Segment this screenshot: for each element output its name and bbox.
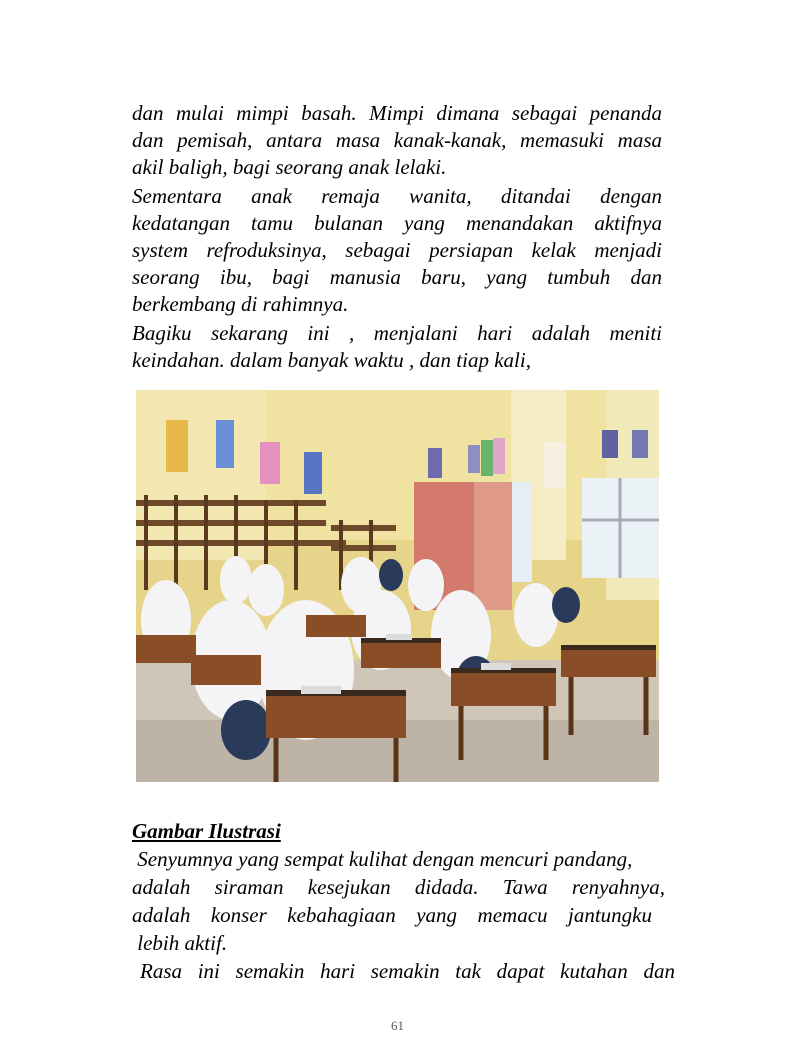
text-line: kedatangan tamu bulanan yang menandakan aktifnya — [132, 211, 662, 235]
text-line: Bagiku sekarang ini , menjalani hari adalah meniti — [132, 321, 662, 345]
text-line: lebih aktif. — [132, 931, 228, 955]
text-line: dan mulai mimpi basah. Mimpi dimana sebagai penanda — [132, 101, 662, 125]
classroom-illustration — [136, 390, 659, 782]
text-line: seorang ibu, bagi manusia baru, yang tumbuh dan — [132, 265, 662, 289]
text-line: keindahan. dalam banyak waktu , dan tiap kali, — [132, 348, 531, 372]
text-line: Senyumnya yang sempat kulihat dengan mencuri pandang, — [132, 847, 633, 871]
text-line: Rasa ini semakin hari semakin tak dapat kutahan dan — [140, 959, 675, 983]
text-line: dan pemisah, antara masa kanak-kanak, memasuki masa — [132, 128, 662, 152]
text-line: berkembang di rahimnya. — [132, 292, 349, 316]
text-line: akil baligh, bagi seorang anak lelaki. — [132, 155, 447, 179]
text-line: system refroduksinya, sebagai persiapan kelak menjadi — [132, 238, 662, 262]
text-line: adalah konser kebahagiaan yang memacu jantungku — [132, 903, 652, 927]
text-line: Sementara anak remaja wanita, ditandai dengan — [132, 184, 662, 208]
classroom-photo — [136, 390, 659, 782]
text-line: adalah siraman kesejukan didada. Tawa renyahnya, — [132, 875, 665, 899]
page-number: 61 — [391, 1018, 404, 1033]
figure-caption: Gambar Ilustrasi — [132, 819, 281, 843]
